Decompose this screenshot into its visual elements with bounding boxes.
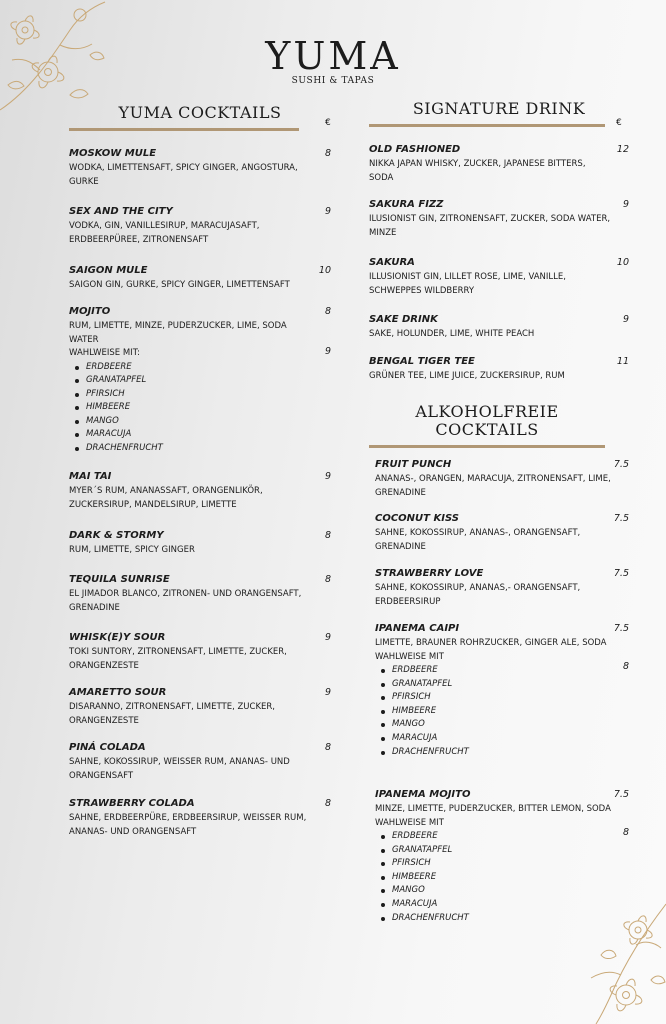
item-price: 8 — [324, 306, 331, 317]
option-item: GRANATAPFEL — [381, 678, 629, 692]
item-name: STRAWBERRY LOVE — [375, 568, 484, 579]
item-name: MOJITO — [69, 306, 111, 317]
item-description: SAIGON GIN, GURKE, SPICY GINGER, LIMETTENSAFT — [69, 280, 290, 290]
menu-item — [375, 513, 629, 554]
option-item: HIMBEERE — [381, 871, 629, 885]
item-name: COCONUT KISS — [375, 513, 459, 524]
item-description: DISARANNO, ZITRONENSAFT, LIMETTE, ZUCKER, ORANGENZESTE — [69, 702, 276, 726]
option-item: DRACHENFRUCHT — [75, 442, 331, 456]
item-price: 7.5 — [613, 513, 629, 524]
item-price: 8 — [324, 530, 331, 541]
item-description: RUM, LIMETTE, MINZE, PUDERZUCKER, LIME, SODA WATER — [69, 321, 287, 345]
item-description: SAHNE, ERDBEERPÜRE, ERDBEERSIRUP, WEISSER RUM, ANANAS- UND ORANGENSAFT — [69, 813, 307, 837]
item-description: LIMETTE, BRAUNER ROHRZUCKER, GINGER ALE, SODA — [375, 638, 607, 648]
item-price: 11 — [616, 356, 629, 367]
menu-item — [375, 623, 629, 759]
item-name: WHISK(E)Y SOUR — [69, 632, 166, 643]
section-title: SIGNATURE DRINK — [412, 99, 586, 118]
section-title: YUMA COCKTAILS — [118, 103, 282, 122]
item-name: OLD FASHIONED — [369, 144, 461, 155]
option-item: PFIRSICH — [381, 857, 629, 871]
item-price: 9 — [324, 206, 331, 217]
signature-drink-section — [369, 99, 629, 923]
item-description: SAKE, HOLUNDER, LIME, WHITE PEACH — [369, 329, 535, 339]
menu-item — [69, 265, 331, 293]
item-name: IPANEMA MOJITO — [375, 789, 471, 800]
item-description: EL JIMADOR BLANCO, ZITRONEN- UND ORANGENSAFT, GRENADINE — [69, 589, 302, 613]
option-item: ERDBEERE — [381, 830, 629, 844]
option-item: MARACUJA — [381, 898, 629, 912]
item-description: RUM, LIMETTE, SPICY GINGER — [69, 545, 195, 555]
item-name: IPANEMA CAIPI — [375, 623, 460, 634]
option-item: MARACUJA — [381, 732, 629, 746]
item-description: GRÜNER TEE, LIME JUICE, ZUCKERSIRUP, RUM — [369, 371, 565, 381]
item-price: 8 — [324, 574, 331, 585]
item-description: MINZE, LIMETTE, PUDERZUCKER, BITTER LEMON, SODA — [375, 804, 611, 814]
item-description: SAHNE, KOKOSSIRUP, ANANAS-, ORANGENSAFT, GRENADINE — [375, 528, 581, 552]
menu-item — [369, 257, 629, 298]
options-list — [375, 830, 629, 925]
menu-item — [369, 314, 629, 342]
option-item: DRACHENFRUCHT — [381, 746, 629, 760]
section-title: COCKTAILS — [435, 420, 539, 439]
item-name: BENGAL TIGER TEE — [369, 356, 475, 367]
option-item: GRANATAPFEL — [381, 844, 629, 858]
menu-item — [69, 306, 331, 456]
item-price: 9 — [622, 314, 629, 325]
item-price: 8 — [324, 742, 331, 753]
item-price: 7.5 — [613, 623, 629, 634]
item-description: SAHNE, KOKOSSIRUP, WEISSER RUM, ANANAS- UND ORANGENSAFT — [69, 757, 290, 781]
option-item: MANGO — [381, 884, 629, 898]
brand-header — [0, 36, 666, 86]
brand-subtitle: SUSHI & TAPAS — [291, 76, 375, 86]
menu-item — [375, 789, 629, 925]
options-label: WAHLWEISE MIT: — [69, 348, 140, 358]
item-description: SAHNE, KOKOSSIRUP, ANANAS,- ORANGENSAFT, ERDBEERSIRUP — [375, 583, 581, 607]
item-price: 12 — [616, 144, 629, 155]
menu-item — [69, 632, 331, 673]
item-description: VODKA, GIN, VANILLESIRUP, MARACUJASAFT, ERDBEERPÜREE, ZITRONENSAFT — [69, 221, 260, 245]
item-name: AMARETTO SOUR — [69, 687, 167, 698]
option-item: ERDBEERE — [75, 361, 331, 375]
item-description: ILUSIONIST GIN, ZITRONENSAFT, ZUCKER, SODA WATER, MINZE — [369, 214, 611, 238]
item-description: WODKA, LIMETTENSAFT, SPICY GINGER, ANGOSTURA, GURKE — [69, 163, 298, 187]
item-description: ANANAS-, ORANGEN, MARACUJA, ZITRONENSAFT, LIME, GRENADINE — [375, 474, 611, 498]
currency-symbol: € — [616, 118, 622, 128]
item-name: MAI TAI — [69, 471, 112, 482]
menu-item — [375, 568, 629, 609]
option-item: PFIRSICH — [381, 691, 629, 705]
item-price: 9 — [622, 199, 629, 210]
menu-item — [69, 471, 331, 512]
menu-item — [69, 206, 331, 247]
menu-item — [69, 530, 331, 558]
item-price: 9 — [324, 687, 331, 698]
menu-item — [369, 356, 629, 384]
option-item: HIMBEERE — [381, 705, 629, 719]
section-title: ALKOHOLFREIE — [415, 402, 559, 421]
option-item: GRANATAPFEL — [75, 374, 331, 388]
item-name: SAKURA — [369, 257, 415, 268]
item-price: 7.5 — [613, 789, 629, 800]
item-name: SAIGON MULE — [69, 265, 148, 276]
option-item: DRACHENFRUCHT — [381, 912, 629, 926]
item-name: MOSKOW MULE — [69, 148, 157, 159]
section-divider — [369, 124, 605, 127]
item-price: 9 — [324, 471, 331, 482]
options-label: WAHLWEISE MIT — [375, 651, 444, 662]
item-price: 7.5 — [613, 568, 629, 579]
menu-item — [375, 459, 629, 500]
section-divider — [69, 128, 299, 131]
item-description: TOKI SUNTORY, ZITRONENSAFT, LIMETTE, ZUCKER, ORANGENZESTE — [69, 647, 287, 671]
item-price: 8 — [324, 798, 331, 809]
menu-item — [69, 574, 331, 615]
yuma-cocktails-section — [69, 103, 331, 837]
item-description: ILLUSIONIST GIN, LILLET ROSE, LIME, VANILLE, SCHWEPPES WILDBERRY — [369, 272, 566, 296]
option-item: HIMBEERE — [75, 401, 331, 415]
item-price: 7.5 — [613, 459, 629, 470]
menu-item — [69, 798, 331, 839]
item-name: SAKE DRINK — [369, 314, 438, 325]
item-description: NIKKA JAPAN WHISKY, ZUCKER, JAPANESE BITTERS, SODA — [369, 159, 586, 183]
option-item: MANGO — [381, 718, 629, 732]
item-description: MYER´S RUM, ANANASSAFT, ORANGENLIKÖR, ZUCKERSIRUP, MANDELSIRUP, LIMETTE — [69, 486, 263, 510]
options-list — [69, 361, 331, 456]
item-price: 10 — [616, 257, 629, 268]
item-name: STRAWBERRY COLADA — [69, 798, 195, 809]
item-name: PINÁ COLADA — [69, 742, 146, 753]
item-price-alt: 9 — [324, 346, 331, 357]
item-name: TEQUILA SUNRISE — [69, 574, 170, 585]
menu-item — [369, 199, 629, 240]
item-name: DARK & STORMY — [69, 530, 164, 541]
alkoholfreie-cocktails-header — [369, 403, 605, 448]
menu-item — [69, 687, 331, 728]
options-label: WAHLWEISE MIT — [375, 817, 444, 828]
menu-item — [69, 148, 331, 189]
item-price: 9 — [324, 632, 331, 643]
item-price-alt: 8 — [622, 827, 629, 838]
brand-title: YUMA — [265, 34, 401, 78]
currency-symbol: € — [325, 118, 331, 128]
item-name: FRUIT PUNCH — [375, 459, 452, 470]
option-item: ERDBEERE — [381, 664, 629, 678]
item-name: SAKURA FIZZ — [369, 199, 444, 210]
section-divider — [369, 445, 605, 448]
item-price: 10 — [318, 265, 331, 276]
option-item: MARACUJA — [75, 428, 331, 442]
item-price: 8 — [324, 148, 331, 159]
item-name: SEX AND THE CITY — [69, 206, 173, 217]
option-item: MANGO — [75, 415, 331, 429]
options-list — [375, 664, 629, 759]
item-price-alt: 8 — [622, 661, 629, 672]
menu-item — [69, 742, 331, 783]
menu-item — [369, 144, 629, 185]
option-item: PFIRSICH — [75, 388, 331, 402]
